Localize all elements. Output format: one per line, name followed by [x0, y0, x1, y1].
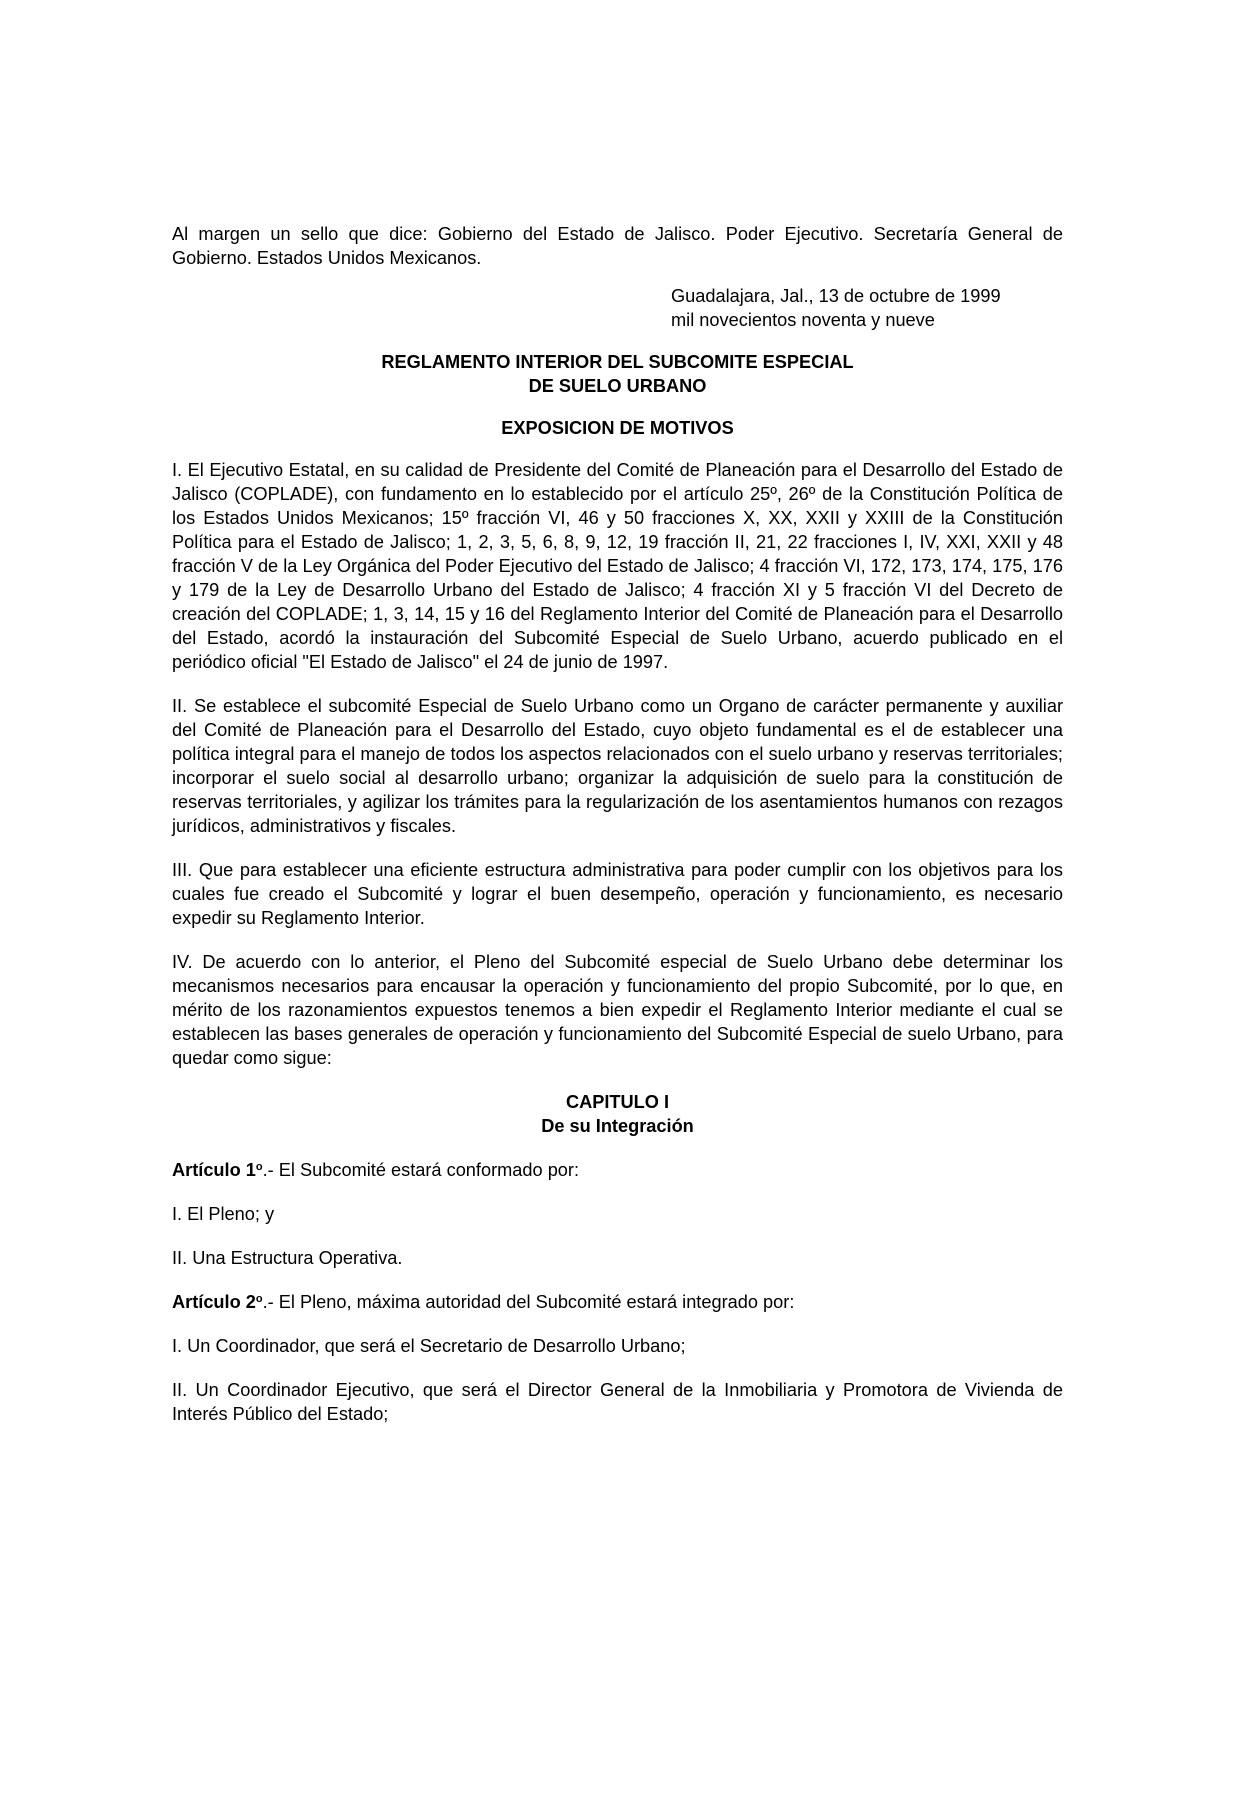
- margin-note: Al margen un sello que dice: Gobierno del Estado de Jalisco. Poder Ejecutivo. Secretaría General de Gobierno. Estados Unidos Mexicanos.: [172, 224, 1063, 268]
- chapter-name: De su Integración: [541, 1116, 694, 1136]
- document-title: [172, 350, 1063, 398]
- dateline-place-date: Guadalajara, Jal., 13 de octubre de 1999: [671, 286, 1001, 306]
- chapter-heading: [172, 1090, 1063, 1138]
- articulo-1-label: Artículo 1$^o$: [172, 1160, 263, 1180]
- exposicion-heading: EXPOSICION DE MOTIVOS: [501, 418, 734, 438]
- document-page: [172, 222, 1063, 1446]
- articulo-1: [172, 1158, 1063, 1182]
- articulo-2: [172, 1290, 1063, 1314]
- articulo-1-item-1: I. El Pleno; y: [172, 1204, 275, 1224]
- motivo-paragraph-1: I. El Ejecutivo Estatal, en su calidad de Presidente del Comité de Planeación para el Desarrollo del Estado de Jalisco (COPLADE), con fundamento en lo establecido por el artículo 25º, 26º de la Constitución Política de los Estados Unidos Mexicanos; 15º fracción VI, 46 y 50 fracciones X, XX, XXII y XXIII de la Constitución Política para el Estado de Jalisco; 1, 2, 3, 5, 6, 8, 9, 12, 19 fracción II, 21, 22 fracciones I, IV, XXI, XXII y 48 fracción V de la Ley Orgánica del Poder Ejecutivo del Estado de Jalisco; 4 fracción VI, 172, 173, 174, 175, 176 y 179 de la Ley de Desarrollo Urbano del Estado de Jalisco; 4 fracción XI y 5 fracción VI del Decreto de creación del COPLADE; 1, 3, 14, 15 y 16 del Reglamento Interior del Comité de Planeación para el Desarrollo del Estado, acordó la instauración del Subcomité Especial de Suelo Urbano, acuerdo publicado en el periódico oficial "El Estado de Jalisco" el 24 de junio de 1997.: [172, 460, 1063, 672]
- articulo-2-item-2: II. Un Coordinador Ejecutivo, que será el Director General de la Inmobiliaria y Promotora de Vivienda de Interés Público del Estado;: [172, 1380, 1063, 1424]
- articulo-1-item-2: II. Una Estructura Operativa.: [172, 1248, 403, 1268]
- articulo-2-item-1: I. Un Coordinador, que será el Secretario de Desarrollo Urbano;: [172, 1336, 686, 1356]
- dateline-year-words: mil novecientos noventa y nueve: [671, 310, 935, 330]
- articulo-2-text: .- El Pleno, máxima autoridad del Subcomité estará integrado por:: [262, 1292, 795, 1312]
- title-line-2: DE SUELO URBANO: [528, 376, 707, 396]
- motivo-paragraph-3: III. Que para establecer una eficiente estructura administrativa para poder cumplir con los objetivos para los cuales fue creado el Subcomité y lograr el buen desempeño, operación y funcionamiento, es necesario expedir su Reglamento Interior.: [172, 860, 1063, 928]
- title-line-1: REGLAMENTO INTERIOR DEL SUBCOMITE ESPECIAL: [381, 352, 854, 372]
- motivo-paragraph-2: II. Se establece el subcomité Especial de Suelo Urbano como un Organo de carácter permanente y auxiliar del Comité de Planeación para el Desarrollo del Estado, cuyo objeto fundamental es el de establecer una política integral para el manejo de todos los aspectos relacionados con el suelo urbano y reservas territoriales; incorporar el suelo social al desarrollo urbano; organizar la adquisición de suelo para la constitución de reservas territoriales, y agilizar los trámites para la regularización de los asentamientos humanos con rezagos jurídicos, administrativos y fiscales.: [172, 696, 1063, 836]
- chapter-label: CAPITULO I: [565, 1092, 670, 1112]
- articulo-2-label: Artículo 2$^o$: [172, 1292, 263, 1312]
- articulo-1-text: .- El Subcomité estará conformado por:: [262, 1160, 580, 1180]
- motivo-paragraph-4: IV. De acuerdo con lo anterior, el Pleno del Subcomité especial de Suelo Urbano debe determinar los mecanismos necesarios para encausar la operación y funcionamiento del propio Subcomité, por lo que, en mérito de los razonamientos expuestos tenemos a bien expedir el Reglamento Interior mediante el cual se establecen las bases generales de operación y funcionamiento del Subcomité Especial de suelo Urbano, para quedar como sigue:: [172, 952, 1063, 1068]
- dateline: [671, 284, 1063, 332]
